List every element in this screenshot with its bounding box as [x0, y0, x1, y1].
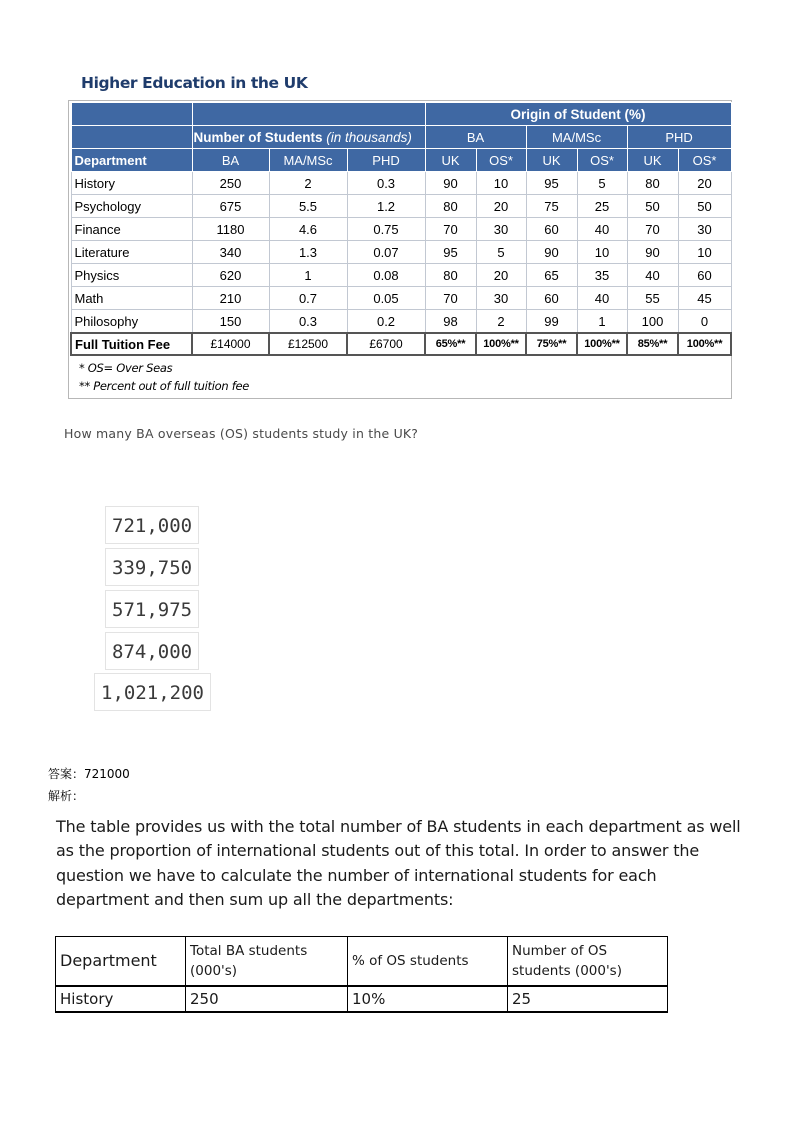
cell-phd-os: 30 — [678, 218, 731, 241]
cell-ma-os: 40 — [577, 218, 627, 241]
option-2[interactable]: 339,750 — [105, 548, 199, 586]
cell-phd-uk: 50 — [627, 195, 678, 218]
ma-uk-header: UK — [526, 149, 577, 172]
cell-ba: 340 — [192, 241, 269, 264]
group-phd-header: PHD — [627, 126, 731, 149]
cell-dept: Philosophy — [71, 310, 192, 334]
cell-ma-uk: 60 — [526, 218, 577, 241]
note-os: * OS= Over Seas — [79, 361, 173, 375]
cell-phd-uk: 90 — [627, 241, 678, 264]
fee-ma-uk: 75%** — [526, 333, 577, 355]
cell-ba-os: 10 — [476, 172, 526, 195]
fee-ba-uk: 65%** — [425, 333, 476, 355]
blank-header-cell — [192, 103, 425, 126]
department-header: Department — [71, 149, 192, 172]
table-notes — [79, 359, 249, 395]
cell-phd: 0.08 — [347, 264, 425, 287]
cell-ma: 2 — [269, 172, 347, 195]
fee-label: Full Tuition Fee — [71, 333, 192, 355]
phd-os-header: OS* — [678, 149, 731, 172]
fee-ba-os: 100%** — [476, 333, 526, 355]
phd-uk-header: UK — [627, 149, 678, 172]
cell-ma: 0.3 — [269, 310, 347, 334]
group-ma-header: MA/MSc — [526, 126, 627, 149]
cell-ba-uk: 70 — [425, 218, 476, 241]
cell-phd-uk: 100 — [627, 310, 678, 334]
cell-ma-os: 25 — [577, 195, 627, 218]
fee-phd: £6700 — [347, 333, 425, 355]
cell-ba: 675 — [192, 195, 269, 218]
note-percent: ** Percent out of full tuition fee — [79, 379, 250, 393]
cell-ba-os: 20 — [476, 195, 526, 218]
ba-uk-header: UK — [425, 149, 476, 172]
cell-ma-uk: 60 — [526, 287, 577, 310]
cell-ma-os: 1 — [577, 310, 627, 334]
cell-ma-uk: 99 — [526, 310, 577, 334]
cell-phd-os: 10 — [678, 241, 731, 264]
answer-line: 答案：721000 — [48, 767, 130, 781]
cell-phd-os: 0 — [678, 310, 731, 334]
calc-header-number: Number of OS students (000's) — [508, 937, 668, 987]
explanation-paragraph: The table provides us with the total number of BA students in each department as well as the proportion of international students out of this total. In order to answer the question we have to calculate the number of international students for each department and then sum up all the departments: — [56, 817, 741, 909]
cell-dept: Literature — [71, 241, 192, 264]
calc-header-department: Department — [56, 937, 186, 987]
option-1[interactable]: 721,000 — [105, 506, 199, 544]
analysis-label: 解析： — [48, 789, 85, 803]
cell-dept: History — [71, 172, 192, 195]
blank-corner-cell — [71, 103, 192, 126]
cell-ba-os: 30 — [476, 218, 526, 241]
cell-phd-os: 50 — [678, 195, 731, 218]
cell-phd-uk: 55 — [627, 287, 678, 310]
cell-phd-uk: 70 — [627, 218, 678, 241]
question-text: How many BA overseas (OS) students study in the UK? — [64, 426, 419, 441]
cell-dept: Psychology — [71, 195, 192, 218]
cell-ma: 1 — [269, 264, 347, 287]
calc-cell-dept: History — [56, 986, 186, 1012]
fee-ba: £14000 — [192, 333, 269, 355]
cell-ma-uk: 75 — [526, 195, 577, 218]
cell-phd: 1.2 — [347, 195, 425, 218]
cell-ba: 250 — [192, 172, 269, 195]
cell-phd: 0.3 — [347, 172, 425, 195]
origin-header: Origin of Student (%) — [425, 103, 731, 126]
option-5[interactable]: 1,021,200 — [94, 673, 211, 711]
cell-ma-os: 10 — [577, 241, 627, 264]
table-row — [71, 241, 731, 264]
cell-ma-uk: 95 — [526, 172, 577, 195]
education-table-box — [68, 100, 732, 399]
cell-ba: 210 — [192, 287, 269, 310]
page-title: Higher Education in the UK — [81, 74, 308, 92]
ba-os-header: OS* — [476, 149, 526, 172]
cell-phd: 0.2 — [347, 310, 425, 334]
cell-phd-uk: 80 — [627, 172, 678, 195]
cell-ba-uk: 80 — [425, 195, 476, 218]
cell-ba: 1180 — [192, 218, 269, 241]
table-row — [71, 195, 731, 218]
cell-ba: 620 — [192, 264, 269, 287]
ba-col-header: BA — [192, 149, 269, 172]
cell-ba-uk: 98 — [425, 310, 476, 334]
cell-phd-os: 60 — [678, 264, 731, 287]
fee-ma-os: 100%** — [577, 333, 627, 355]
fee-ma: £12500 — [269, 333, 347, 355]
calc-cell-number: 25 — [508, 986, 668, 1012]
cell-ma-os: 5 — [577, 172, 627, 195]
cell-phd: 0.05 — [347, 287, 425, 310]
cell-phd-os: 20 — [678, 172, 731, 195]
cell-ma: 4.6 — [269, 218, 347, 241]
cell-dept: Math — [71, 287, 192, 310]
cell-ma-uk: 90 — [526, 241, 577, 264]
table-row — [71, 287, 731, 310]
cell-ba-os: 5 — [476, 241, 526, 264]
cell-ba: 150 — [192, 310, 269, 334]
cell-ma-os: 35 — [577, 264, 627, 287]
num-students-header: Number of Students (in thousands) — [192, 126, 425, 149]
cell-dept: Finance — [71, 218, 192, 241]
calc-header-total: Total BA students (000's) — [186, 937, 348, 987]
fee-phd-uk: 85%** — [627, 333, 678, 355]
cell-phd-os: 45 — [678, 287, 731, 310]
phd-col-header: PHD — [347, 149, 425, 172]
cell-ba-os: 30 — [476, 287, 526, 310]
table-row — [71, 218, 731, 241]
tuition-fee-row — [71, 333, 731, 355]
group-ba-header: BA — [425, 126, 526, 149]
table-row — [71, 310, 731, 334]
blank-corner-cell-2 — [71, 126, 192, 149]
cell-phd-uk: 40 — [627, 264, 678, 287]
calc-header-pct: % of OS students — [348, 937, 508, 987]
ma-os-header: OS* — [577, 149, 627, 172]
cell-ba-os: 2 — [476, 310, 526, 334]
cell-ma-os: 40 — [577, 287, 627, 310]
table-row — [71, 264, 731, 287]
cell-dept: Physics — [71, 264, 192, 287]
cell-ba-uk: 70 — [425, 287, 476, 310]
cell-ba-uk: 95 — [425, 241, 476, 264]
cell-ma: 1.3 — [269, 241, 347, 264]
option-3[interactable]: 571,975 — [105, 590, 199, 628]
calc-row — [56, 986, 668, 1012]
cell-ma: 0.7 — [269, 287, 347, 310]
cell-ba-uk: 90 — [425, 172, 476, 195]
calc-cell-total: 250 — [186, 986, 348, 1012]
cell-ma: 5.5 — [269, 195, 347, 218]
cell-ba-uk: 80 — [425, 264, 476, 287]
fee-phd-os: 100%** — [678, 333, 731, 355]
table-row — [71, 172, 731, 195]
calculation-table — [55, 936, 668, 1013]
calc-cell-pct: 10% — [348, 986, 508, 1012]
option-4[interactable]: 874,000 — [105, 632, 199, 670]
cell-phd: 0.75 — [347, 218, 425, 241]
cell-ma-uk: 65 — [526, 264, 577, 287]
cell-ba-os: 20 — [476, 264, 526, 287]
cell-phd: 0.07 — [347, 241, 425, 264]
education-table — [70, 102, 732, 356]
ma-col-header: MA/MSc — [269, 149, 347, 172]
